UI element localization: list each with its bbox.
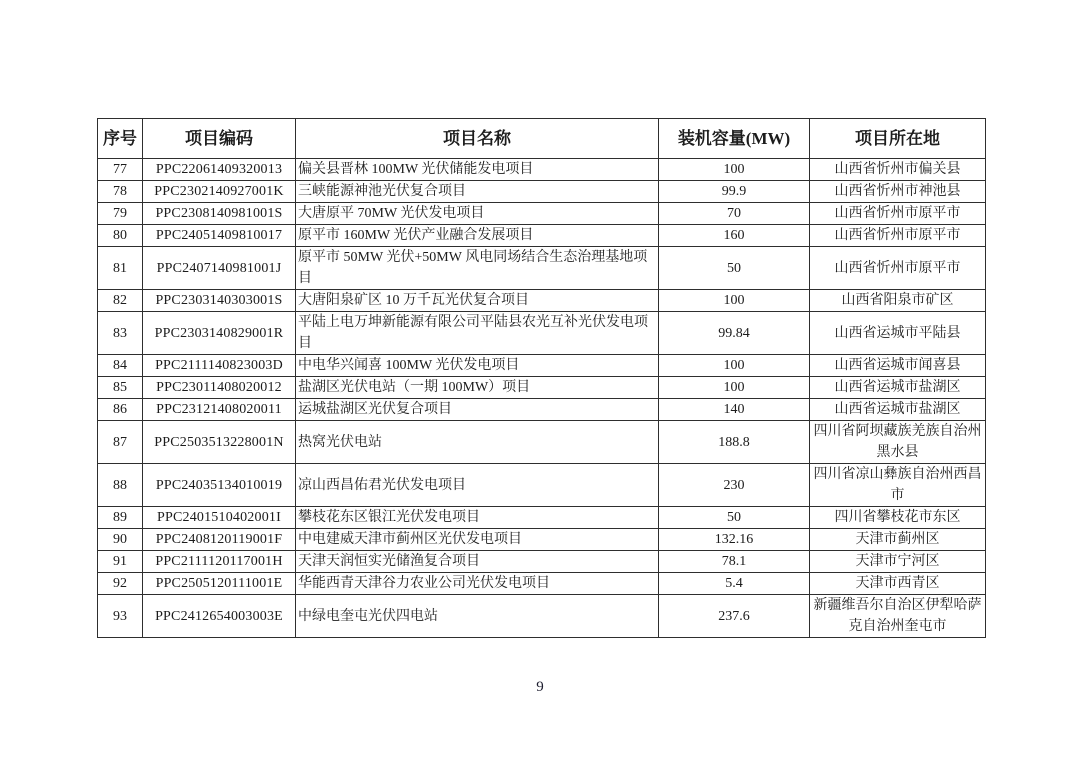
cell-capacity-mw: 5.4 xyxy=(659,573,810,595)
cell-capacity-mw: 78.1 xyxy=(659,551,810,573)
cell-project-name: 大唐原平 70MW 光伏发电项目 xyxy=(296,203,659,225)
col-header-code: 项目编码 xyxy=(143,119,296,159)
cell-project-name: 大唐阳泉矿区 10 万千瓦光伏复合项目 xyxy=(296,290,659,312)
col-header-name: 项目名称 xyxy=(296,119,659,159)
cell-location: 天津市蓟州区 xyxy=(810,529,986,551)
table-row xyxy=(98,551,986,573)
cell-project-name: 中电建威天津市蓟州区光伏发电项目 xyxy=(296,529,659,551)
cell-serial-number: 81 xyxy=(98,247,143,290)
page-number: 9 xyxy=(536,679,544,695)
table-body xyxy=(98,159,986,638)
cell-project-code: PPC24035134010019 xyxy=(143,464,296,507)
cell-serial-number: 87 xyxy=(98,421,143,464)
cell-serial-number: 80 xyxy=(98,225,143,247)
cell-project-name: 中绿电奎屯光伏四电站 xyxy=(296,595,659,638)
cell-location: 山西省忻州市原平市 xyxy=(810,247,986,290)
cell-capacity-mw: 100 xyxy=(659,355,810,377)
cell-capacity-mw: 100 xyxy=(659,377,810,399)
cell-project-code: PPC2408120119001F xyxy=(143,529,296,551)
header-row xyxy=(98,119,986,159)
cell-serial-number: 82 xyxy=(98,290,143,312)
cell-capacity-mw: 230 xyxy=(659,464,810,507)
cell-project-name: 天津天润恒实光储渔复合项目 xyxy=(296,551,659,573)
cell-project-name: 原平市 160MW 光伏产业融合发展项目 xyxy=(296,225,659,247)
cell-location: 山西省运城市盐湖区 xyxy=(810,377,986,399)
cell-location: 天津市西青区 xyxy=(810,573,986,595)
cell-serial-number: 92 xyxy=(98,573,143,595)
cell-serial-number: 89 xyxy=(98,507,143,529)
cell-serial-number: 79 xyxy=(98,203,143,225)
cell-serial-number: 77 xyxy=(98,159,143,181)
cell-location: 山西省忻州市原平市 xyxy=(810,203,986,225)
cell-project-code: PPC2407140981001J xyxy=(143,247,296,290)
cell-project-code: PPC23121408020011 xyxy=(143,399,296,421)
cell-location: 山西省运城市盐湖区 xyxy=(810,399,986,421)
table-row xyxy=(98,377,986,399)
cell-serial-number: 84 xyxy=(98,355,143,377)
cell-serial-number: 93 xyxy=(98,595,143,638)
col-header-capacity: 装机容量(MW) xyxy=(659,119,810,159)
cell-location: 山西省运城市平陆县 xyxy=(810,312,986,355)
cell-project-code: PPC2111120117001H xyxy=(143,551,296,573)
table-row xyxy=(98,399,986,421)
cell-project-name: 运城盐湖区光伏复合项目 xyxy=(296,399,659,421)
table-row xyxy=(98,247,986,290)
cell-capacity-mw: 100 xyxy=(659,159,810,181)
table-row xyxy=(98,573,986,595)
cell-capacity-mw: 50 xyxy=(659,247,810,290)
cell-serial-number: 91 xyxy=(98,551,143,573)
cell-capacity-mw: 100 xyxy=(659,290,810,312)
cell-location: 山西省忻州市神池县 xyxy=(810,181,986,203)
cell-capacity-mw: 132.16 xyxy=(659,529,810,551)
cell-serial-number: 86 xyxy=(98,399,143,421)
cell-project-code: PPC2303140303001S xyxy=(143,290,296,312)
cell-serial-number: 88 xyxy=(98,464,143,507)
cell-project-code: PPC2505120111001E xyxy=(143,573,296,595)
cell-capacity-mw: 140 xyxy=(659,399,810,421)
cell-project-name: 三峡能源神池光伏复合项目 xyxy=(296,181,659,203)
cell-project-name: 原平市 50MW 光伏+50MW 风电同场结合生态治理基地项目 xyxy=(296,247,659,290)
cell-location: 四川省凉山彝族自治州西昌市 xyxy=(810,464,986,507)
cell-serial-number: 83 xyxy=(98,312,143,355)
cell-capacity-mw: 99.84 xyxy=(659,312,810,355)
cell-project-code: PPC2308140981001S xyxy=(143,203,296,225)
table-header xyxy=(98,119,986,159)
table-row xyxy=(98,507,986,529)
cell-location: 山西省阳泉市矿区 xyxy=(810,290,986,312)
cell-location: 四川省阿坝藏族羌族自治州黑水县 xyxy=(810,421,986,464)
cell-project-name: 凉山西昌佑君光伏发电项目 xyxy=(296,464,659,507)
cell-capacity-mw: 237.6 xyxy=(659,595,810,638)
cell-project-name: 攀枝花东区银江光伏发电项目 xyxy=(296,507,659,529)
table-row xyxy=(98,159,986,181)
cell-project-name: 偏关县晋林 100MW 光伏储能发电项目 xyxy=(296,159,659,181)
cell-capacity-mw: 188.8 xyxy=(659,421,810,464)
table-row xyxy=(98,421,986,464)
table-row xyxy=(98,595,986,638)
cell-capacity-mw: 99.9 xyxy=(659,181,810,203)
cell-location: 山西省运城市闻喜县 xyxy=(810,355,986,377)
cell-serial-number: 78 xyxy=(98,181,143,203)
cell-serial-number: 90 xyxy=(98,529,143,551)
cell-project-code: PPC2302140927001K xyxy=(143,181,296,203)
col-header-location: 项目所在地 xyxy=(810,119,986,159)
cell-location: 四川省攀枝花市东区 xyxy=(810,507,986,529)
cell-project-code: PPC2503513228001N xyxy=(143,421,296,464)
cell-project-code: PPC24051409810017 xyxy=(143,225,296,247)
cell-project-name: 热窝光伏电站 xyxy=(296,421,659,464)
cell-serial-number: 85 xyxy=(98,377,143,399)
cell-capacity-mw: 160 xyxy=(659,225,810,247)
cell-location: 山西省忻州市偏关县 xyxy=(810,159,986,181)
table-row xyxy=(98,529,986,551)
projects-table xyxy=(97,118,986,638)
table-row xyxy=(98,225,986,247)
cell-project-code: PPC2401510402001I xyxy=(143,507,296,529)
cell-project-code: PPC23011408020012 xyxy=(143,377,296,399)
col-header-no: 序号 xyxy=(98,119,143,159)
cell-project-code: PPC22061409320013 xyxy=(143,159,296,181)
cell-project-name: 中电华兴闻喜 100MW 光伏发电项目 xyxy=(296,355,659,377)
cell-location: 新疆维吾尔自治区伊犁哈萨克自治州奎屯市 xyxy=(810,595,986,638)
cell-project-code: PPC2303140829001R xyxy=(143,312,296,355)
table-row xyxy=(98,355,986,377)
cell-project-code: PPC2111140823003D xyxy=(143,355,296,377)
table-row xyxy=(98,464,986,507)
cell-project-name: 华能西青天津谷力农业公司光伏发电项目 xyxy=(296,573,659,595)
cell-project-code: PPC2412654003003E xyxy=(143,595,296,638)
cell-location: 天津市宁河区 xyxy=(810,551,986,573)
table-row xyxy=(98,181,986,203)
cell-project-name: 平陆上电万坤新能源有限公司平陆县农光互补光伏发电项目 xyxy=(296,312,659,355)
cell-location: 山西省忻州市原平市 xyxy=(810,225,986,247)
cell-project-name: 盐湖区光伏电站（一期 100MW）项目 xyxy=(296,377,659,399)
table-row xyxy=(98,290,986,312)
cell-capacity-mw: 70 xyxy=(659,203,810,225)
cell-capacity-mw: 50 xyxy=(659,507,810,529)
table-row xyxy=(98,312,986,355)
table-row xyxy=(98,203,986,225)
